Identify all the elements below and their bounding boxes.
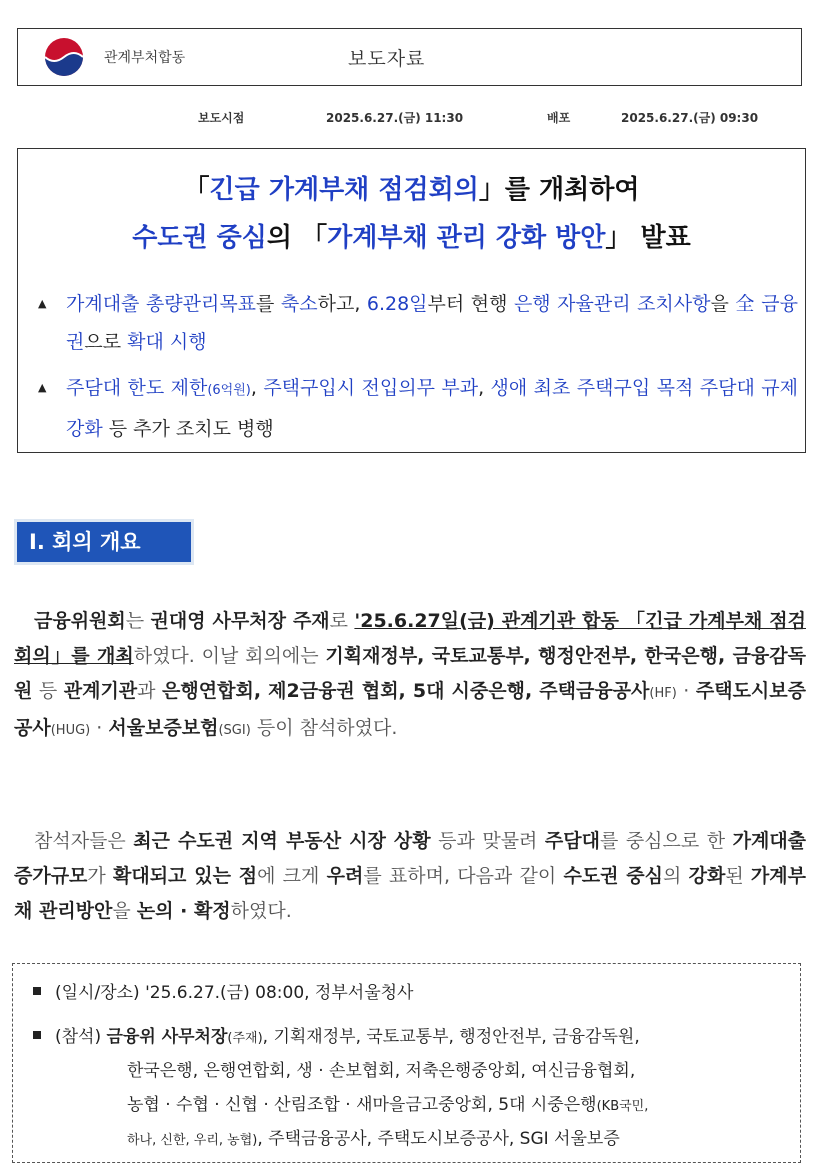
square-bullet-icon [33, 987, 41, 995]
headline-line-1: 「긴급 가계부채 점검회의」를 개최하여 [183, 175, 640, 205]
release-time-label: 보도시점 [198, 111, 245, 125]
distribution-label: 배포 [547, 111, 571, 125]
summary-box [17, 148, 806, 453]
header-box [17, 28, 802, 86]
section-heading [14, 519, 194, 565]
meeting-info-box [12, 963, 801, 1163]
summary-bullet-2: ▲ 주담대 한도 제한(6억원), 주택구입시 전입의무 부과, 생애 최초 주택구입 목적 주담대 규제 강화 등 추가 조치도 병행 [38, 369, 798, 448]
government-emblem-icon [44, 37, 84, 77]
square-bullet-icon [33, 1031, 41, 1039]
release-time-value: 2025.6.27.(금) 11:30 [326, 111, 464, 125]
section-title: I. 회의 개요 [17, 522, 191, 562]
triangle-bullet-icon: ▲ [38, 297, 47, 310]
info-row-attendees-cont-1: 한국은행, 은행연합회, 생 · 손보협회, 저축은행중앙회, 여신금융협회, [127, 1061, 636, 1081]
org-name: 관계부처합동 [104, 50, 186, 66]
headline-line-2: 수도권 중심의 「가계부채 관리 강화 방안」 발표 [132, 223, 691, 253]
info-row-datetime: (일시/장소) '25.6.27.(금) 08:00, 정부서울청사 [33, 976, 413, 1010]
summary-bullet-1: ▲ 가계대출 총량관리목표를 축소하고, 6.28일부터 현행 은행 자율관리 조치사항을 全 금융권으로 확대 시행 [38, 285, 798, 361]
info-row-attendees-cont-2: 농협 · 수협 · 신협 · 산림조합 · 새마을금고중앙회, 5대 시중은행(KB국민, [127, 1095, 649, 1115]
triangle-bullet-icon: ▲ [38, 381, 47, 394]
paragraph-discussion: 참석자들은 최근 수도권 지역 부동산 시장 상황 등과 맞물려 주담대를 중심으로 한 가계대출 증가규모가 확대되고 있는 점에 크게 우려를 표하며, 다음과 같이 수도권 중심의 강화된 가계부채 관리방안을 논의 · 확정하였다. [14, 830, 807, 922]
info-row-attendees-cont-3: 하나, 신한, 우리, 농협), 주택금융공사, 주택도시보증공사, SGI 서울보증 [127, 1129, 620, 1149]
doc-type-label: 보도자료 [348, 48, 426, 70]
distribution-value: 2025.6.27.(금) 09:30 [621, 111, 759, 125]
paragraph-overview: 금융위원회는 권대영 사무처장 주재로 '25.6.27일(금) 관계기관 합동 「긴급 가계부채 점검회의」를 개최하였다. 이날 회의에는 기획재정부, 국토교통부, 행정안전부, 한국은행, 금융감독원 등 관계기관과 은행연합회, 제2금융권 협회, 5대 시중은행, 주택금융공사(HF) · 주택도시보증공사(HUG) · 서울보증보험(SGI) 등이 참석하였다. [14, 610, 806, 739]
info-row-attendees: (참석) 금융위 사무처장(주재), 기획재정부, 국토교통부, 행정안전부, 금융감독원, [33, 1020, 640, 1056]
